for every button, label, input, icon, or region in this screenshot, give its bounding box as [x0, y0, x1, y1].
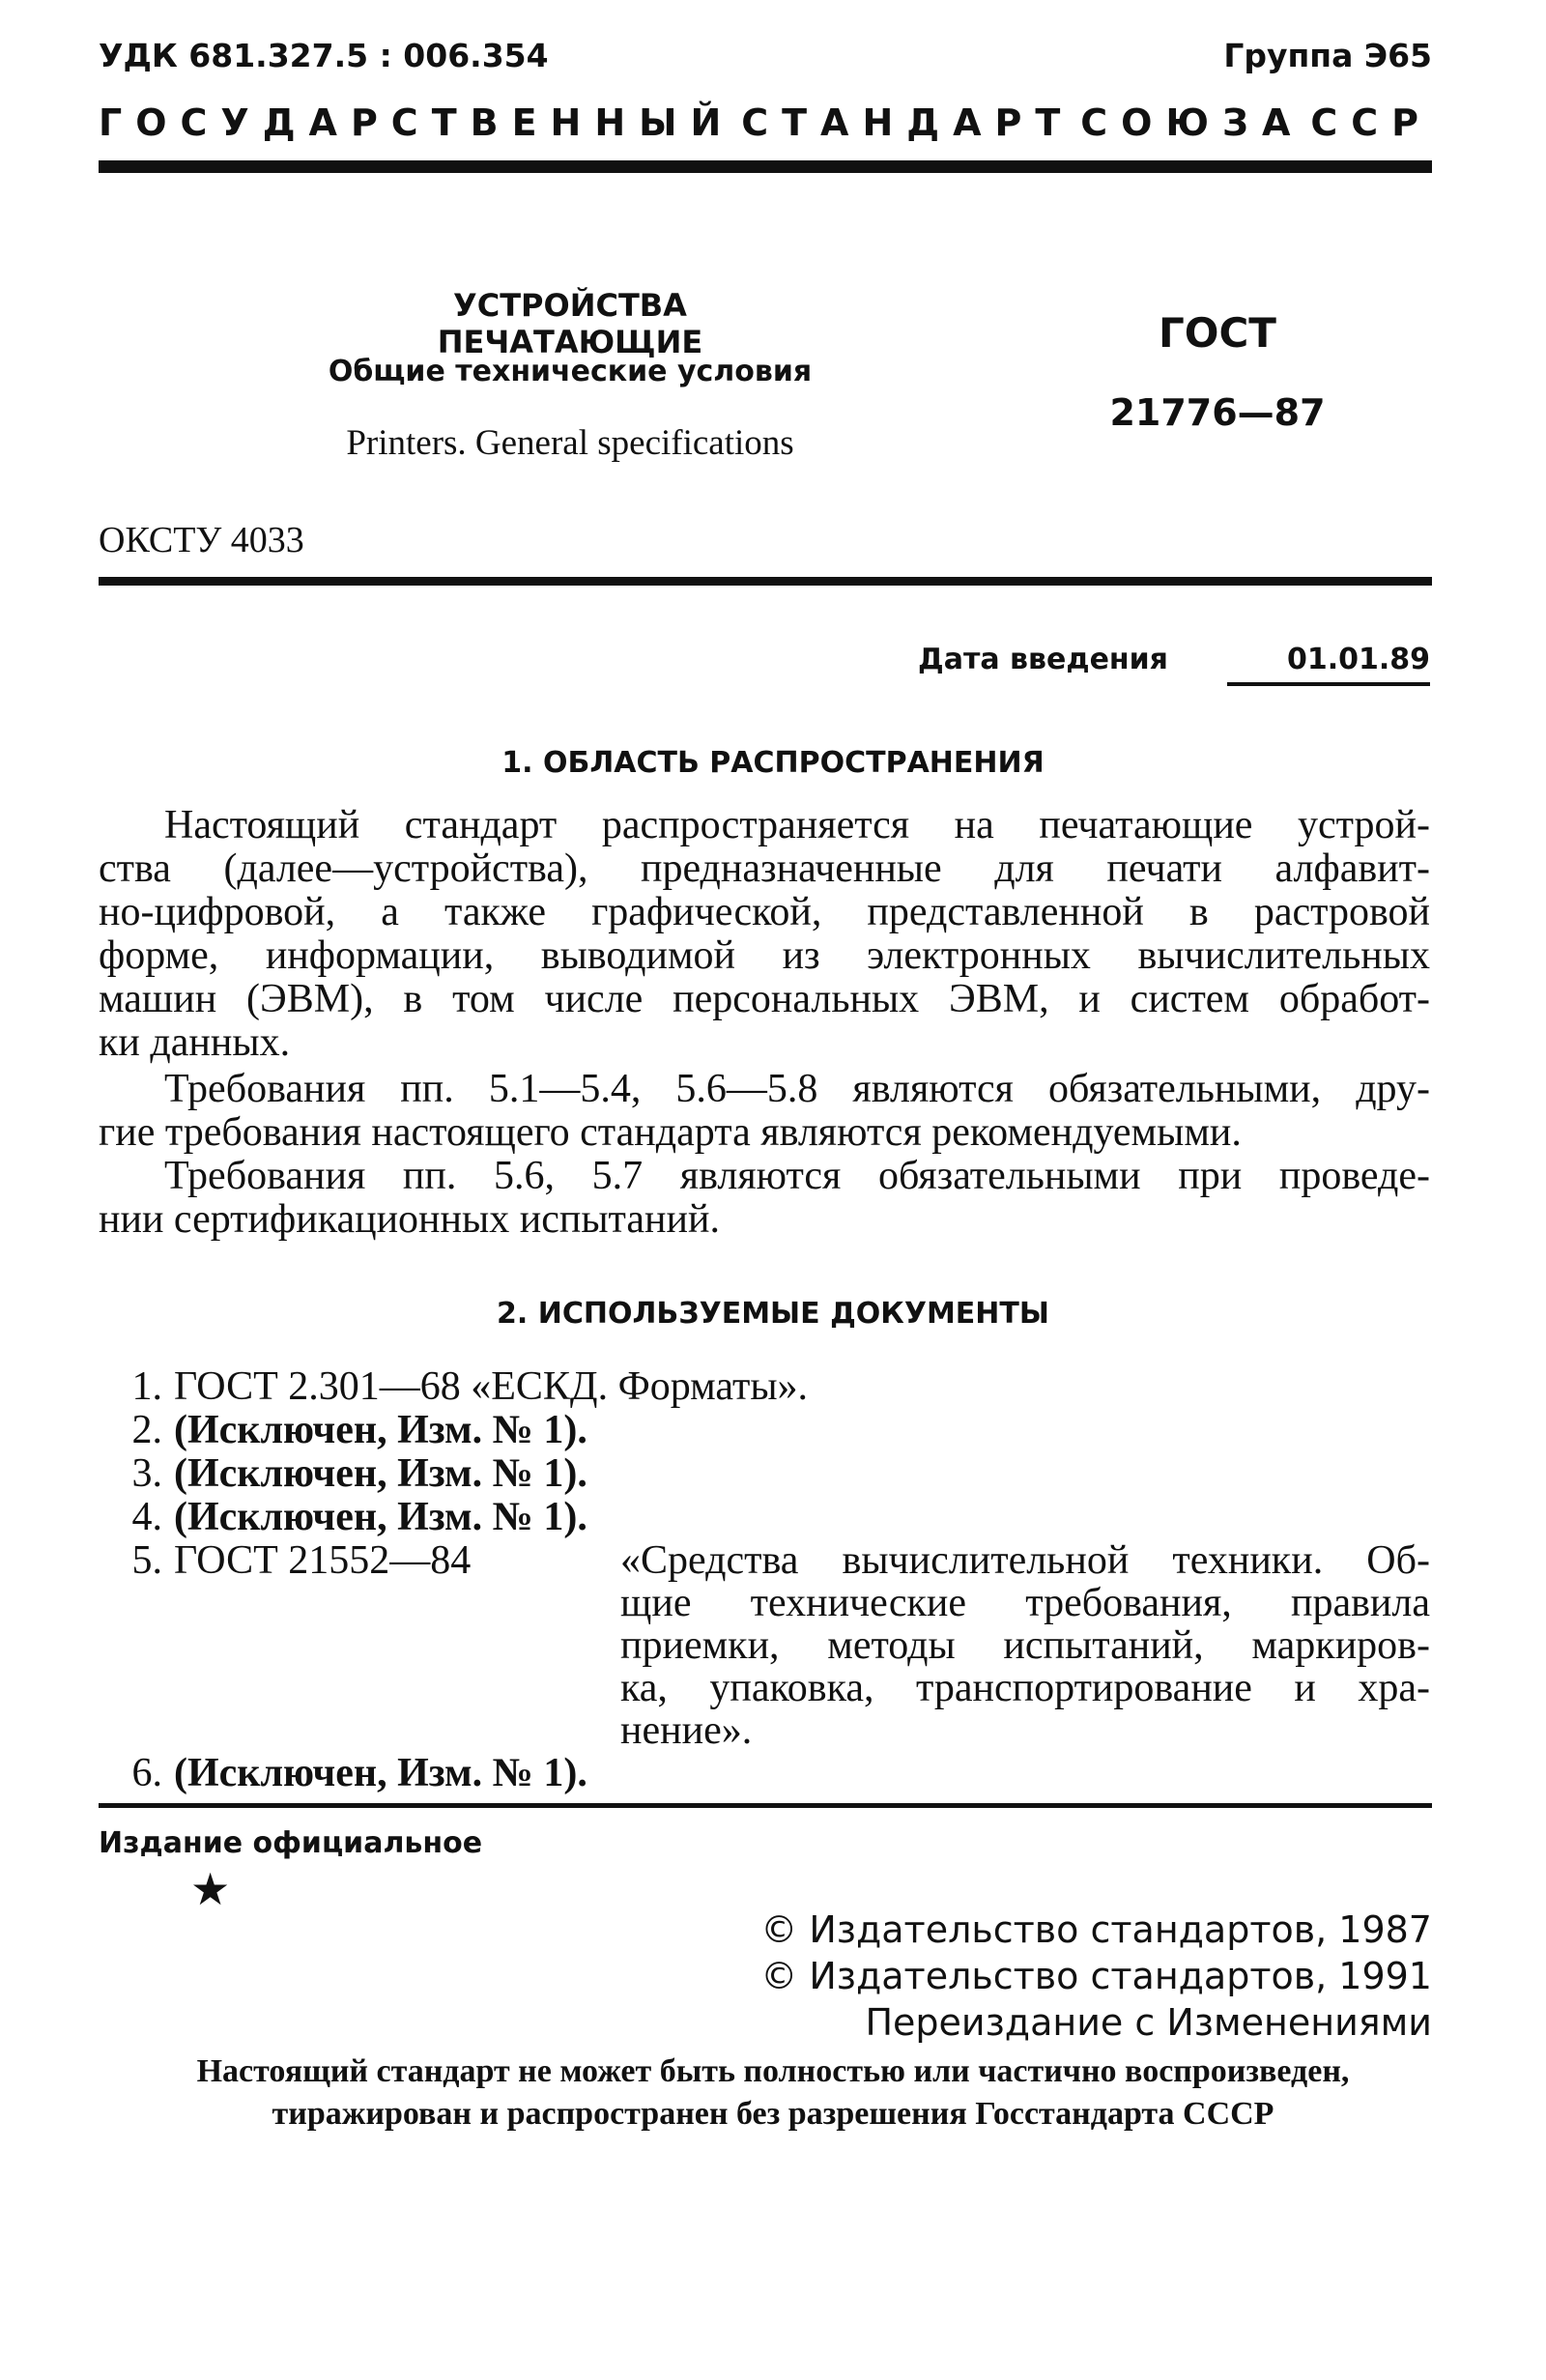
item-code: ГОСТ 21552—84: [174, 1538, 472, 1583]
text-line: нение».: [620, 1708, 753, 1753]
document-list-item: [116, 1752, 587, 1794]
paragraph: [164, 804, 1430, 847]
text-line: «Средства вычислительной техники. Об-: [620, 1538, 1430, 1583]
text-line: форме, информации, выводимой из электронных вычислительных: [99, 933, 1430, 978]
text-line: гие требования настоящего стандарта являются рекомендуемыми.: [99, 1110, 1242, 1155]
banner-word: СТАНДАРТ: [741, 101, 1074, 144]
text-line: Требования пп. 5.1—5.4, 5.6—5.8 являются обязательными, дру-: [164, 1067, 1430, 1111]
date-value: 01.01.89: [1286, 643, 1430, 676]
header-rule: [99, 160, 1432, 173]
title-rule: [99, 577, 1432, 586]
text-line: но-цифровой, а также графической, представленной в растровой: [99, 890, 1430, 934]
text-line: Настоящий стандарт распространяется на печатающие устрой-: [164, 803, 1430, 847]
group-code: Группа Э65: [1223, 37, 1432, 74]
item-text: (Исключен, Изм. № 1).: [174, 1408, 587, 1452]
banner-word: ГОСУДАРСТВЕННЫЙ: [99, 101, 735, 144]
banner-word: ССР: [1310, 101, 1432, 144]
footer-rule: [99, 1803, 1432, 1808]
document-title: УСТРОЙСТВА ПЕЧАТАЮЩИЕ: [437, 287, 703, 360]
text-line: ства (далее—устройства), предназначенные для печати алфавит-: [99, 846, 1430, 891]
document-subtitle: Общие технические условия: [328, 355, 813, 388]
item-number: 4.: [131, 1495, 162, 1539]
item-text: (Исключен, Изм. № 1).: [174, 1451, 587, 1496]
date-label: Дата введения: [918, 643, 1168, 676]
notice-line: Настоящий стандарт не может быть полностью или частично воспроизведен,: [196, 2053, 1350, 2089]
document-list-item: [116, 1496, 587, 1538]
item-number: 6.: [131, 1751, 162, 1795]
section-heading: 1. ОБЛАСТЬ РАСПРОСТРАНЕНИЯ: [501, 746, 1045, 780]
document-list-item: [116, 1539, 471, 1582]
document-description: [620, 1539, 1430, 1752]
paragraph-continuation: [99, 1111, 1430, 1155]
date-underline: [1227, 682, 1430, 686]
notice-line: тиражирован и распространен без разрешения Госстандарта СССР: [272, 2096, 1274, 2132]
paragraph-continuation: [99, 1198, 1430, 1242]
item-number: 1.: [131, 1364, 162, 1409]
item-text: (Исключен, Изм. № 1).: [174, 1495, 587, 1539]
state-standard-banner: [99, 101, 1432, 144]
item-text: (Исключен, Изм. № 1).: [174, 1751, 587, 1795]
paragraph-continuation: [99, 847, 1430, 1065]
text-line: Требования пп. 5.6, 5.7 являются обязательными при проведе-: [164, 1154, 1430, 1198]
gost-number: 21776—87: [1109, 391, 1326, 434]
item-number: 3.: [131, 1451, 162, 1496]
gost-label: ГОСТ: [1159, 309, 1276, 357]
star-icon: ★: [190, 1865, 231, 1914]
text-line: ка, упаковка, транспортирование и хра-: [620, 1666, 1430, 1710]
text-line: приемки, методы испытаний, маркиров-: [620, 1623, 1430, 1668]
english-title: Printers. General specifications: [346, 423, 794, 463]
udk-code: УДК 681.327.5 : 006.354: [99, 37, 549, 74]
document-list-item: [116, 1365, 808, 1408]
reproduction-notice: [97, 2050, 1449, 2136]
copyright-line: © Издательство стандартов, 1987: [760, 1908, 1432, 1951]
paragraph: [164, 1068, 1430, 1111]
okstu-code: ОКСТУ 4033: [99, 520, 304, 560]
document-list-item: [116, 1409, 587, 1451]
paragraph: [164, 1155, 1430, 1198]
banner-word: СОЮЗА: [1080, 101, 1304, 144]
reissue-label: Переиздание с Изменениями: [865, 2001, 1432, 2044]
text-line: машин (ЭВМ), в том числе персональных ЭВМ, и систем обработ-: [99, 977, 1430, 1021]
item-number: 2.: [131, 1408, 162, 1452]
item-text: ГОСТ 2.301—68 «ЕСКД. Форматы».: [174, 1364, 809, 1409]
edition-label: Издание официальное: [99, 1826, 483, 1860]
copyright-line: © Издательство стандартов, 1991: [760, 1955, 1432, 1997]
text-line: ки данных.: [99, 1020, 291, 1065]
text-line: нии сертификационных испытаний.: [99, 1197, 720, 1242]
text-line: щие технические требования, правила: [620, 1581, 1430, 1625]
item-number: 5.: [131, 1538, 162, 1583]
section-heading: 2. ИСПОЛЬЗУЕМЫЕ ДОКУМЕНТЫ: [497, 1297, 1049, 1331]
document-list-item: [116, 1452, 587, 1495]
